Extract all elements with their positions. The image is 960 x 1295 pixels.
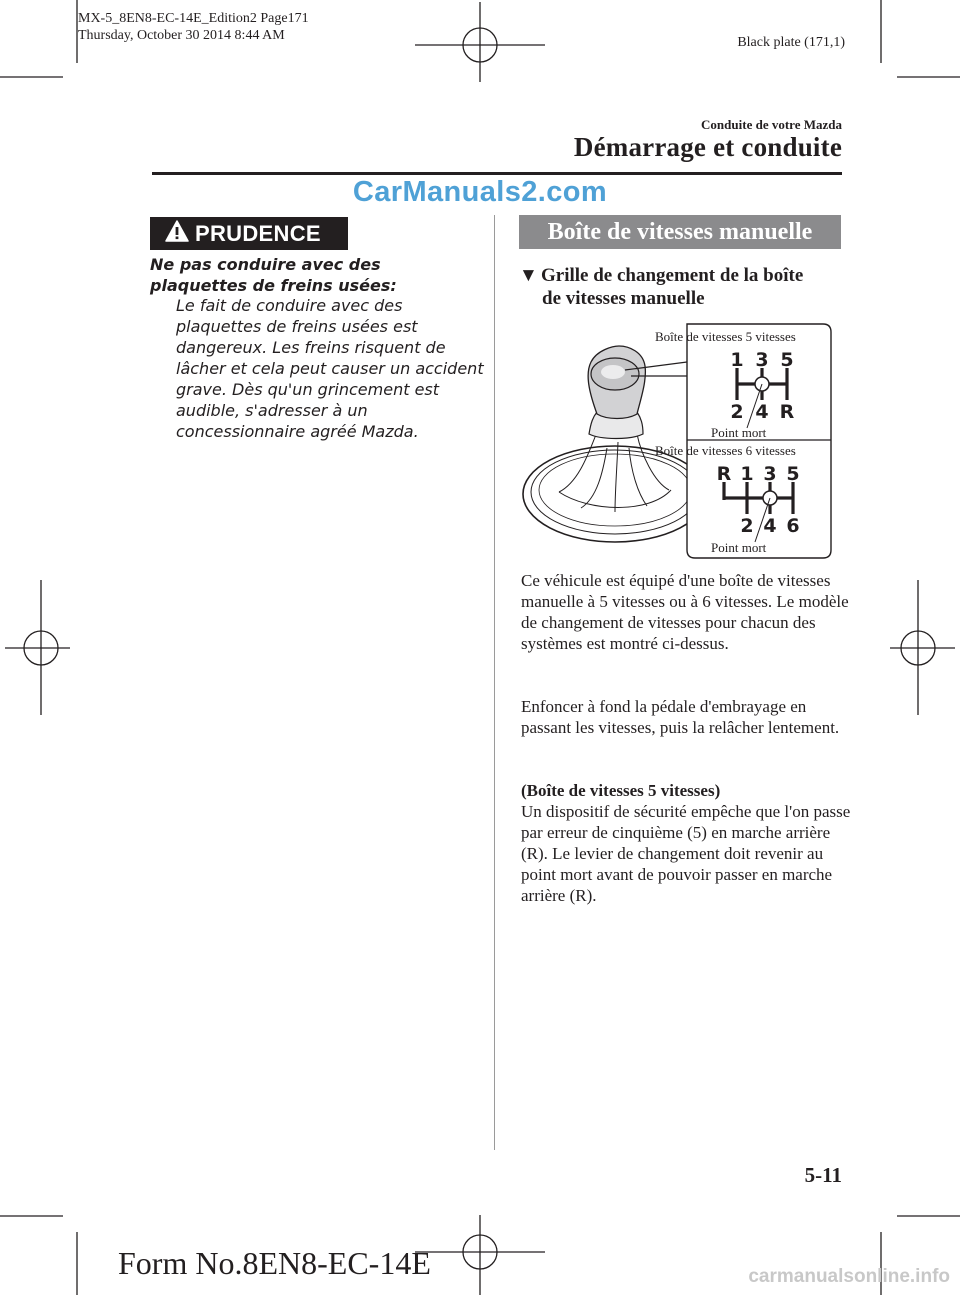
plate-label: Black plate (171,1) — [737, 35, 845, 50]
box6-gear-2: 2 — [740, 515, 754, 537]
section-banner: Boîte de vitesses manuelle — [519, 215, 841, 249]
box5-label: Boîte de vitesses 5 vitesses — [655, 329, 796, 344]
chapter-title: Conduite de votre Mazda — [701, 117, 842, 132]
caution-banner — [150, 217, 348, 250]
header-rule — [152, 172, 842, 175]
caution-body: Le fait de conduire avec des plaquettes de freins usées est dangereux. Les freins risquent de lâcher et cela peut causer un accident grave. Dès qu'un grincement est audible, s'adresser à un concessionnaire agréé Mazda. — [176, 296, 484, 441]
shift-pattern-illustration — [519, 322, 835, 562]
box6-gear-1: 1 — [740, 463, 754, 485]
warning-icon — [165, 220, 189, 247]
subheading-line1: Grille de changement de la boîte — [541, 265, 804, 286]
subheading-marker: ▼ — [519, 265, 538, 286]
box6-gear-5: 5 — [786, 463, 800, 485]
watermark: CarManuals2.com — [352, 176, 608, 208]
box5-gear-r: R — [779, 401, 795, 423]
page-number: 5-11 — [804, 1163, 842, 1187]
subheading — [519, 264, 849, 310]
site-watermark: carmanualsonline.info — [748, 1266, 950, 1287]
box6-gear-r: R — [716, 463, 732, 485]
print-info-file: MX-5_8EN8-EC-14E_Edition2 Page171 — [78, 11, 309, 26]
caution-label: PRUDENCE — [195, 220, 321, 246]
paragraph-clutch: Enfoncer à fond la pédale d'embrayage en passant les vitesses, puis la relâcher lentement. — [521, 697, 840, 737]
caution-heading: Ne pas conduire avec des plaquettes de freins usées: — [150, 255, 397, 295]
box6-gear-3: 3 — [763, 463, 777, 485]
paragraph-five-speed-body: Un dispositif de sécurité empêche que l'on passe par erreur de cinquième (5) en marche arrière (R). Le levier de changement doit revenir au point mort avant de pouvoir passer en marche arrière (R). — [521, 802, 851, 905]
print-info-date: Thursday, October 30 2014 8:44 AM — [78, 28, 285, 43]
paragraph-five-speed-title: (Boîte de vitesses 5 vitesses) — [521, 781, 721, 800]
box6-neutral-label: Point mort — [711, 540, 767, 555]
form-number: Form No.8EN8-EC-14E — [118, 1245, 431, 1281]
paragraph-five-speed — [521, 780, 851, 906]
box6-label: Boîte de vitesses 6 vitesses — [655, 443, 796, 458]
box5-gear-3: 3 — [755, 349, 769, 371]
box6-gear-4: 4 — [763, 515, 777, 537]
box5-gear-5: 5 — [780, 349, 794, 371]
box6-gear-6: 6 — [786, 515, 800, 537]
section-title: Démarrage et conduite — [573, 132, 842, 162]
column-divider — [494, 215, 495, 1150]
box5-gear-2: 2 — [730, 401, 744, 423]
paragraph-intro: Ce véhicule est équipé d'une boîte de vitesses manuelle à 5 vitesses ou à 6 vitesses. Le modèle de changement de vitesses pour chacun des systèmes est montré ci-dessus. — [521, 571, 849, 653]
subheading-line2: de vitesses manuelle — [542, 288, 705, 309]
box5-neutral-label: Point mort — [711, 425, 767, 440]
shift-pattern-figure — [519, 322, 835, 567]
box5-gear-4: 4 — [755, 401, 769, 423]
box5-gear-1: 1 — [730, 349, 744, 371]
